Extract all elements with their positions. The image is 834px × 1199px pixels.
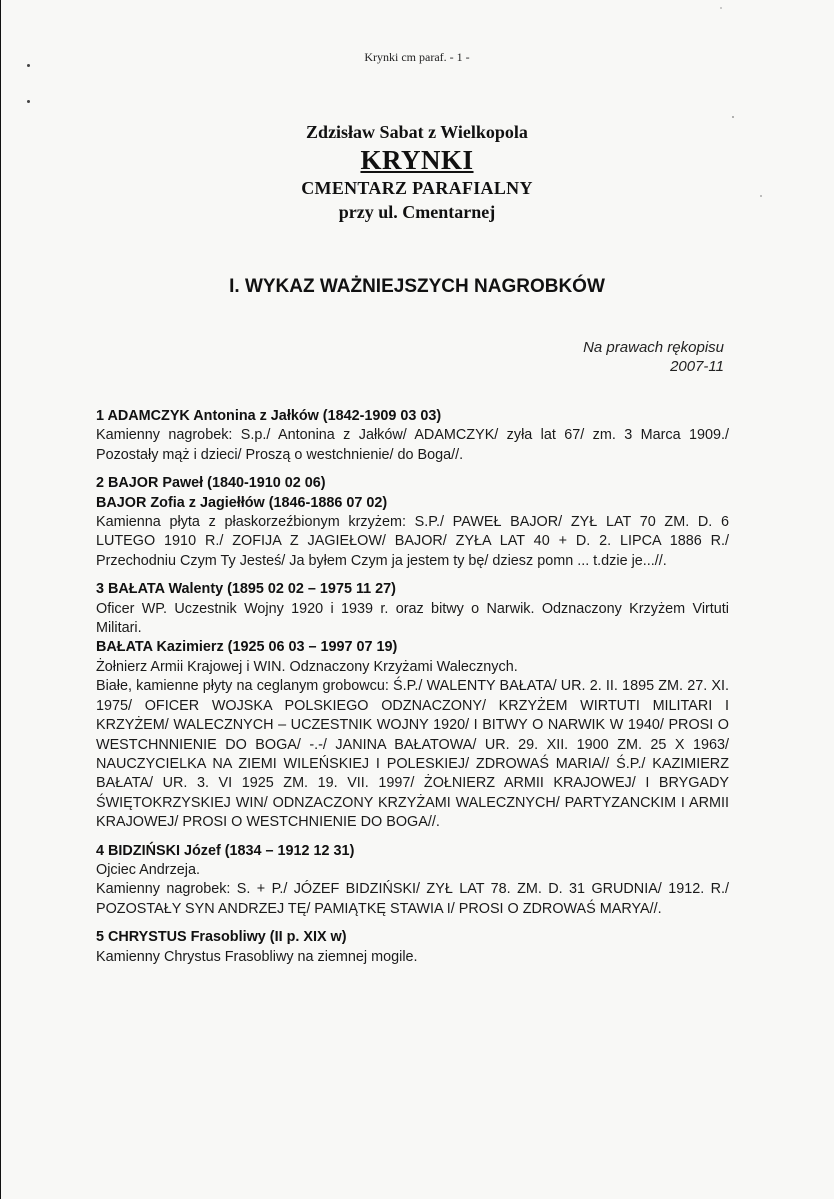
scan-speck <box>27 100 30 103</box>
entry-adamczyk <box>96 407 729 465</box>
entry-balata <box>96 580 729 832</box>
entry-text: Ojciec Andrzeja. <box>96 861 200 878</box>
entry-heading: 2 BAJOR Paweł (1840-1910 02 06) <box>96 475 326 492</box>
entry-text: Kamienny Chrystus Frasobliwy na ziemnej mogile. <box>96 948 418 965</box>
entry-text: Kamienny nagrobek: S.p./ Antonina z Jałków/ ADAMCZYK/ zyła lat 67/ zm. 3 Marca 1909./ Pozostały mąż i dzieci/ Proszą o westchnienie/ do Boga//. <box>96 427 729 463</box>
scan-speck <box>720 7 722 9</box>
street-line: przy ul. Cmentarnej <box>338 202 496 222</box>
entry-chrystus <box>96 928 729 967</box>
running-header: Krynki cm paraf. - 1 - <box>364 50 470 64</box>
entry-bajor <box>96 474 729 571</box>
rights-notice <box>583 338 724 376</box>
title-block <box>0 120 834 224</box>
entry-heading: BAŁATA Kazimierz (1925 06 03 – 1997 07 19) <box>96 639 398 656</box>
section-heading: I. WYKAZ WAŻNIEJSZYCH NAGROBKÓW <box>229 276 605 297</box>
entry-text: Kamienna płyta z płaskorzeźbionym krzyżem: S.P./ PAWEŁ BAJOR/ ZYŁ LAT 70 ZM. D. 6 LUTEGO 1910 R./ ZOFIJA Z JAGIEŁOW/ BAJOR/ ZYŁA LAT 40 + D. 2. LIPCA 1886 R./ Przechodniu Czym Ty Jesteś/ Ja byłem Czym ja jestem ty bę/ dziesz pomn ... t.dzie je...//. <box>96 514 729 569</box>
grave-entries <box>96 407 729 967</box>
entry-text: Kamienny nagrobek: S. + P./ JÓZEF BIDZIŃSKI/ ZYŁ LAT 78. ZM. D. 31 GRUDNIA/ 1912. R./ POZOSTAŁY SYN ANDRZEJ TĘ/ PAMIĄTKĘ STAWIA I/ PROSI O ZDROWAŚ MARYA//. <box>96 881 729 917</box>
entry-text: Białe, kamienne płyty na ceglanym grobowcu: Ś.P./ WALENTY BAŁATA/ UR. 2. II. 1895 ZM. 27. XI. 1975/ OFICER WOJSKA POLSKIEGO ODZNACZONY/ KRZYŻEM WIRTUTI MILITARI I KRZYŻEM/ WALECZNYCH – UCZESTNIK WOJNY 1920/ I BITWY O NARWIK W 1940/ PROSI O WESTCHNNIENIE DO BOGA/ -.-/ JANINA BAŁATOWA/ UR. 29. XII. 1900 ZM. 25 X 1963/ NAUCZYCIELKA NA ZIEMI WILEŃSKIEJ I POLESKIEJ/ ZDROWAŚ MARIA// Ś.P./ KAZIMIERZ BAŁATA/ UR. 3. VI 1925 ZM. 19. VII. 1997/ ŻOŁNIERZ ARMII KRAJOWEJ/ I BRYGADY ŚWIĘTOKRZYSKIEJ WIN/ ODNZACZONY KRZYŻAMI WALECZNYCH/ PARTYZANCKIM I ARMII KRAJOWEJ/ PROSI O WESTCHNIENIE DO BOGA//. <box>96 678 729 831</box>
entry-heading: 5 CHRYSTUS Frasobliwy (II p. XIX w) <box>96 929 347 946</box>
author-line: Zdzisław Sabat z Wielkopola <box>306 122 528 142</box>
subtitle: CMENTARZ PARAFIALNY <box>301 178 533 198</box>
entry-heading: BAJOR Zofia z Jagiełłów (1846-1886 07 02) <box>96 494 388 511</box>
rights-line: Na prawach rękopisu <box>583 339 724 356</box>
entry-heading: 3 BAŁATA Walenty (1895 02 02 – 1975 11 27) <box>96 581 396 598</box>
entry-heading: 4 BIDZIŃSKI Józef (1834 – 1912 12 31) <box>96 842 355 859</box>
entry-text: Żołnierz Armii Krajowej i WIN. Odznaczony Krzyżami Walecznych. <box>96 658 518 675</box>
main-title: KRYNKI <box>360 145 474 175</box>
entry-bidzinski <box>96 842 729 920</box>
entry-heading: 1 ADAMCZYK Antonina z Jałków (1842-1909 03 03) <box>96 408 442 424</box>
rights-date: 2007-11 <box>670 358 724 375</box>
entry-text: Oficer WP. Uczestnik Wojny 1920 i 1939 r. oraz bitwy o Narwik. Odznaczony Krzyżem Virtuti Militari. <box>96 600 729 637</box>
scan-speck <box>732 116 734 118</box>
